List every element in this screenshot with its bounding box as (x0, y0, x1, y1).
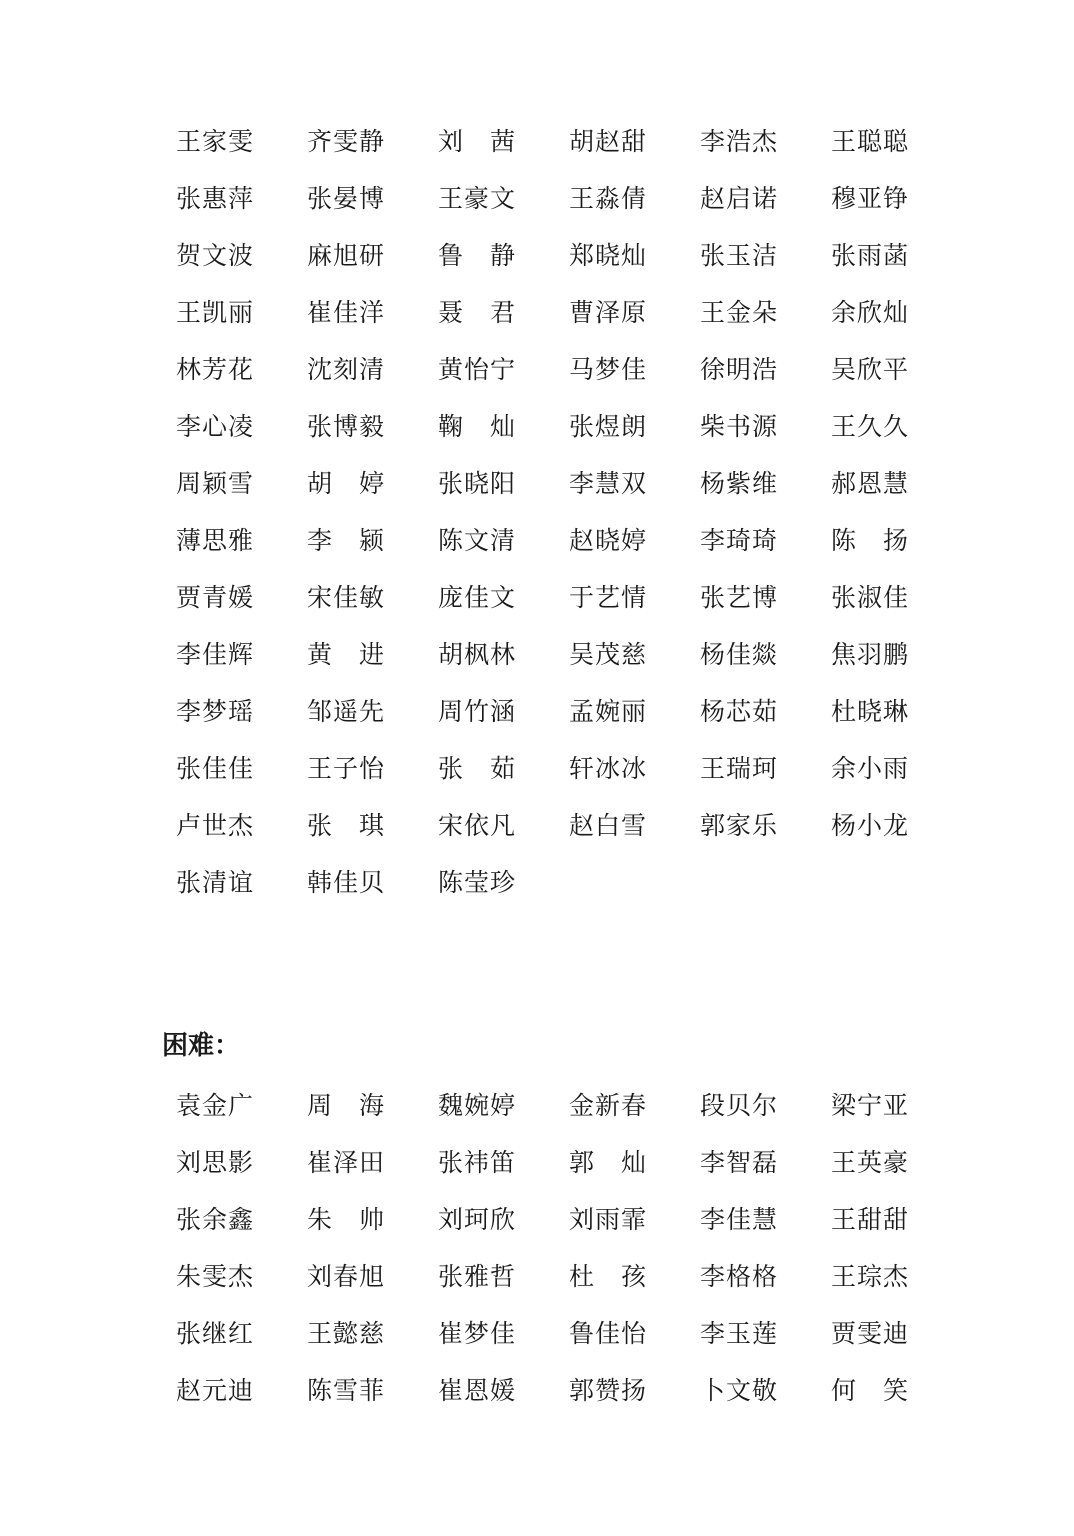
name-entry: 张晓阳 (438, 469, 517, 498)
name-entry: 王淼倩 (569, 184, 648, 213)
name-entry: 魏婉婷 (438, 1091, 517, 1120)
name-entry: 胡赵甜 (569, 127, 648, 156)
name-entry: 赵晓婷 (569, 526, 648, 555)
name-entry: 王子怡 (307, 754, 386, 783)
name-entry: 穆亚铮 (831, 184, 910, 213)
name-entry: 黄 进 (307, 640, 386, 669)
name-entry: 张余鑫 (176, 1205, 255, 1234)
name-entry: 王懿慈 (307, 1319, 386, 1348)
name-entry: 赵启诺 (700, 184, 779, 213)
name-entry: 黄怡宁 (438, 355, 517, 384)
name-entry: 林芳花 (176, 355, 255, 384)
name-entry: 孟婉丽 (569, 697, 648, 726)
name-entry: 卜文敬 (700, 1376, 779, 1405)
name-entry: 张佳佳 (176, 754, 255, 783)
name-entry: 贺文波 (176, 241, 255, 270)
name-entry: 马梦佳 (569, 355, 648, 384)
name-entry: 段贝尔 (700, 1091, 779, 1120)
name-entry: 王金朵 (700, 298, 779, 327)
name-entry: 薄思雅 (176, 526, 255, 555)
name-entry: 杜晓琳 (831, 697, 910, 726)
name-entry: 袁金广 (176, 1091, 255, 1120)
name-entry: 李佳慧 (700, 1205, 779, 1234)
name-entry: 李慧双 (569, 469, 648, 498)
name-entry: 刘思影 (176, 1148, 255, 1177)
name-entry: 李智磊 (700, 1148, 779, 1177)
name-list-main (160, 113, 946, 911)
name-entry: 杨芯茹 (700, 697, 779, 726)
name-entry: 梁宁亚 (831, 1091, 910, 1120)
name-entry: 刘珂欣 (438, 1205, 517, 1234)
name-entry: 张惠萍 (176, 184, 255, 213)
name-entry: 崔恩媛 (438, 1376, 517, 1405)
name-entry: 胡 婷 (307, 469, 386, 498)
name-entry: 张祎笛 (438, 1148, 517, 1177)
name-entry: 卢世杰 (176, 811, 255, 840)
name-entry: 刘春旭 (307, 1262, 386, 1291)
name-entry: 庞佳文 (438, 583, 517, 612)
name-entry: 邹遥先 (307, 697, 386, 726)
name-entry: 李浩杰 (700, 127, 779, 156)
name-entry: 王豪文 (438, 184, 517, 213)
name-entry: 王甜甜 (831, 1205, 910, 1234)
name-entry: 郭赞扬 (569, 1376, 648, 1405)
name-entry: 郭家乐 (700, 811, 779, 840)
name-entry: 李玉莲 (700, 1319, 779, 1348)
name-entry: 聂 君 (438, 298, 517, 327)
name-entry: 郝恩慧 (831, 469, 910, 498)
name-entry: 贾青媛 (176, 583, 255, 612)
name-entry: 周 海 (307, 1091, 386, 1120)
name-entry: 沈刻清 (307, 355, 386, 384)
name-entry: 崔佳洋 (307, 298, 386, 327)
name-entry: 郑晓灿 (569, 241, 648, 270)
name-entry: 张晏博 (307, 184, 386, 213)
name-entry: 张继红 (176, 1319, 255, 1348)
section-heading-difficulty: 困难： (162, 1031, 241, 1061)
name-entry: 韩佳贝 (307, 868, 386, 897)
name-entry: 李琦琦 (700, 526, 779, 555)
name-list-difficulty (160, 1077, 946, 1419)
name-entry: 鲁 静 (438, 241, 517, 270)
name-entry: 李佳辉 (176, 640, 255, 669)
name-entry: 周竹涵 (438, 697, 517, 726)
name-entry: 王凯丽 (176, 298, 255, 327)
name-entry: 郭 灿 (569, 1148, 648, 1177)
name-entry: 李梦瑶 (176, 697, 255, 726)
name-entry: 周颖雪 (176, 469, 255, 498)
name-entry: 贾雯迪 (831, 1319, 910, 1348)
name-entry: 鞠 灿 (438, 412, 517, 441)
name-entry: 张艺博 (700, 583, 779, 612)
name-entry: 王家雯 (176, 127, 255, 156)
name-entry: 李 颍 (307, 526, 386, 555)
name-entry: 陈 扬 (831, 526, 910, 555)
name-entry: 赵元迪 (176, 1376, 255, 1405)
name-entry: 金新春 (569, 1091, 648, 1120)
name-entry: 杜 孩 (569, 1262, 648, 1291)
name-entry: 吴茂慈 (569, 640, 648, 669)
name-entry: 鲁佳怡 (569, 1319, 648, 1348)
name-entry: 何 笑 (831, 1376, 910, 1405)
name-entry: 余欣灿 (831, 298, 910, 327)
name-entry: 张淑佳 (831, 583, 910, 612)
name-entry: 余小雨 (831, 754, 910, 783)
name-entry: 张 琪 (307, 811, 386, 840)
name-entry: 齐雯静 (307, 127, 386, 156)
name-entry: 朱雯杰 (176, 1262, 255, 1291)
name-entry: 张雅哲 (438, 1262, 517, 1291)
name-entry: 张 茹 (438, 754, 517, 783)
name-entry: 轩冰冰 (569, 754, 648, 783)
name-entry: 麻旭研 (307, 241, 386, 270)
name-entry: 张清谊 (176, 868, 255, 897)
name-entry: 赵白雪 (569, 811, 648, 840)
name-entry: 徐明浩 (700, 355, 779, 384)
name-entry: 刘 茜 (438, 127, 517, 156)
name-entry: 曹泽原 (569, 298, 648, 327)
name-entry: 柴书源 (700, 412, 779, 441)
name-entry: 张玉洁 (700, 241, 779, 270)
name-entry: 张博毅 (307, 412, 386, 441)
name-entry: 崔泽田 (307, 1148, 386, 1177)
name-entry: 杨佳燚 (700, 640, 779, 669)
name-entry: 陈莹珍 (438, 868, 517, 897)
name-entry: 宋依凡 (438, 811, 517, 840)
name-entry: 李格格 (700, 1262, 779, 1291)
name-entry: 杨紫维 (700, 469, 779, 498)
name-entry: 宋佳敏 (307, 583, 386, 612)
name-entry: 王琮杰 (831, 1262, 910, 1291)
name-entry: 崔梦佳 (438, 1319, 517, 1348)
name-entry: 陈文清 (438, 526, 517, 555)
name-entry: 张煜朗 (569, 412, 648, 441)
name-entry: 胡枫林 (438, 640, 517, 669)
name-entry: 王英豪 (831, 1148, 910, 1177)
name-entry: 王聪聪 (831, 127, 910, 156)
name-entry: 王瑞珂 (700, 754, 779, 783)
name-entry: 张雨菡 (831, 241, 910, 270)
name-entry: 刘雨霏 (569, 1205, 648, 1234)
name-entry: 吴欣平 (831, 355, 910, 384)
name-entry: 焦羽鹏 (831, 640, 910, 669)
name-entry: 王久久 (831, 412, 910, 441)
name-entry: 陈雪菲 (307, 1376, 386, 1405)
name-entry: 李心凌 (176, 412, 255, 441)
name-entry: 于艺情 (569, 583, 648, 612)
name-entry: 杨小龙 (831, 811, 910, 840)
name-entry: 朱 帅 (307, 1205, 386, 1234)
